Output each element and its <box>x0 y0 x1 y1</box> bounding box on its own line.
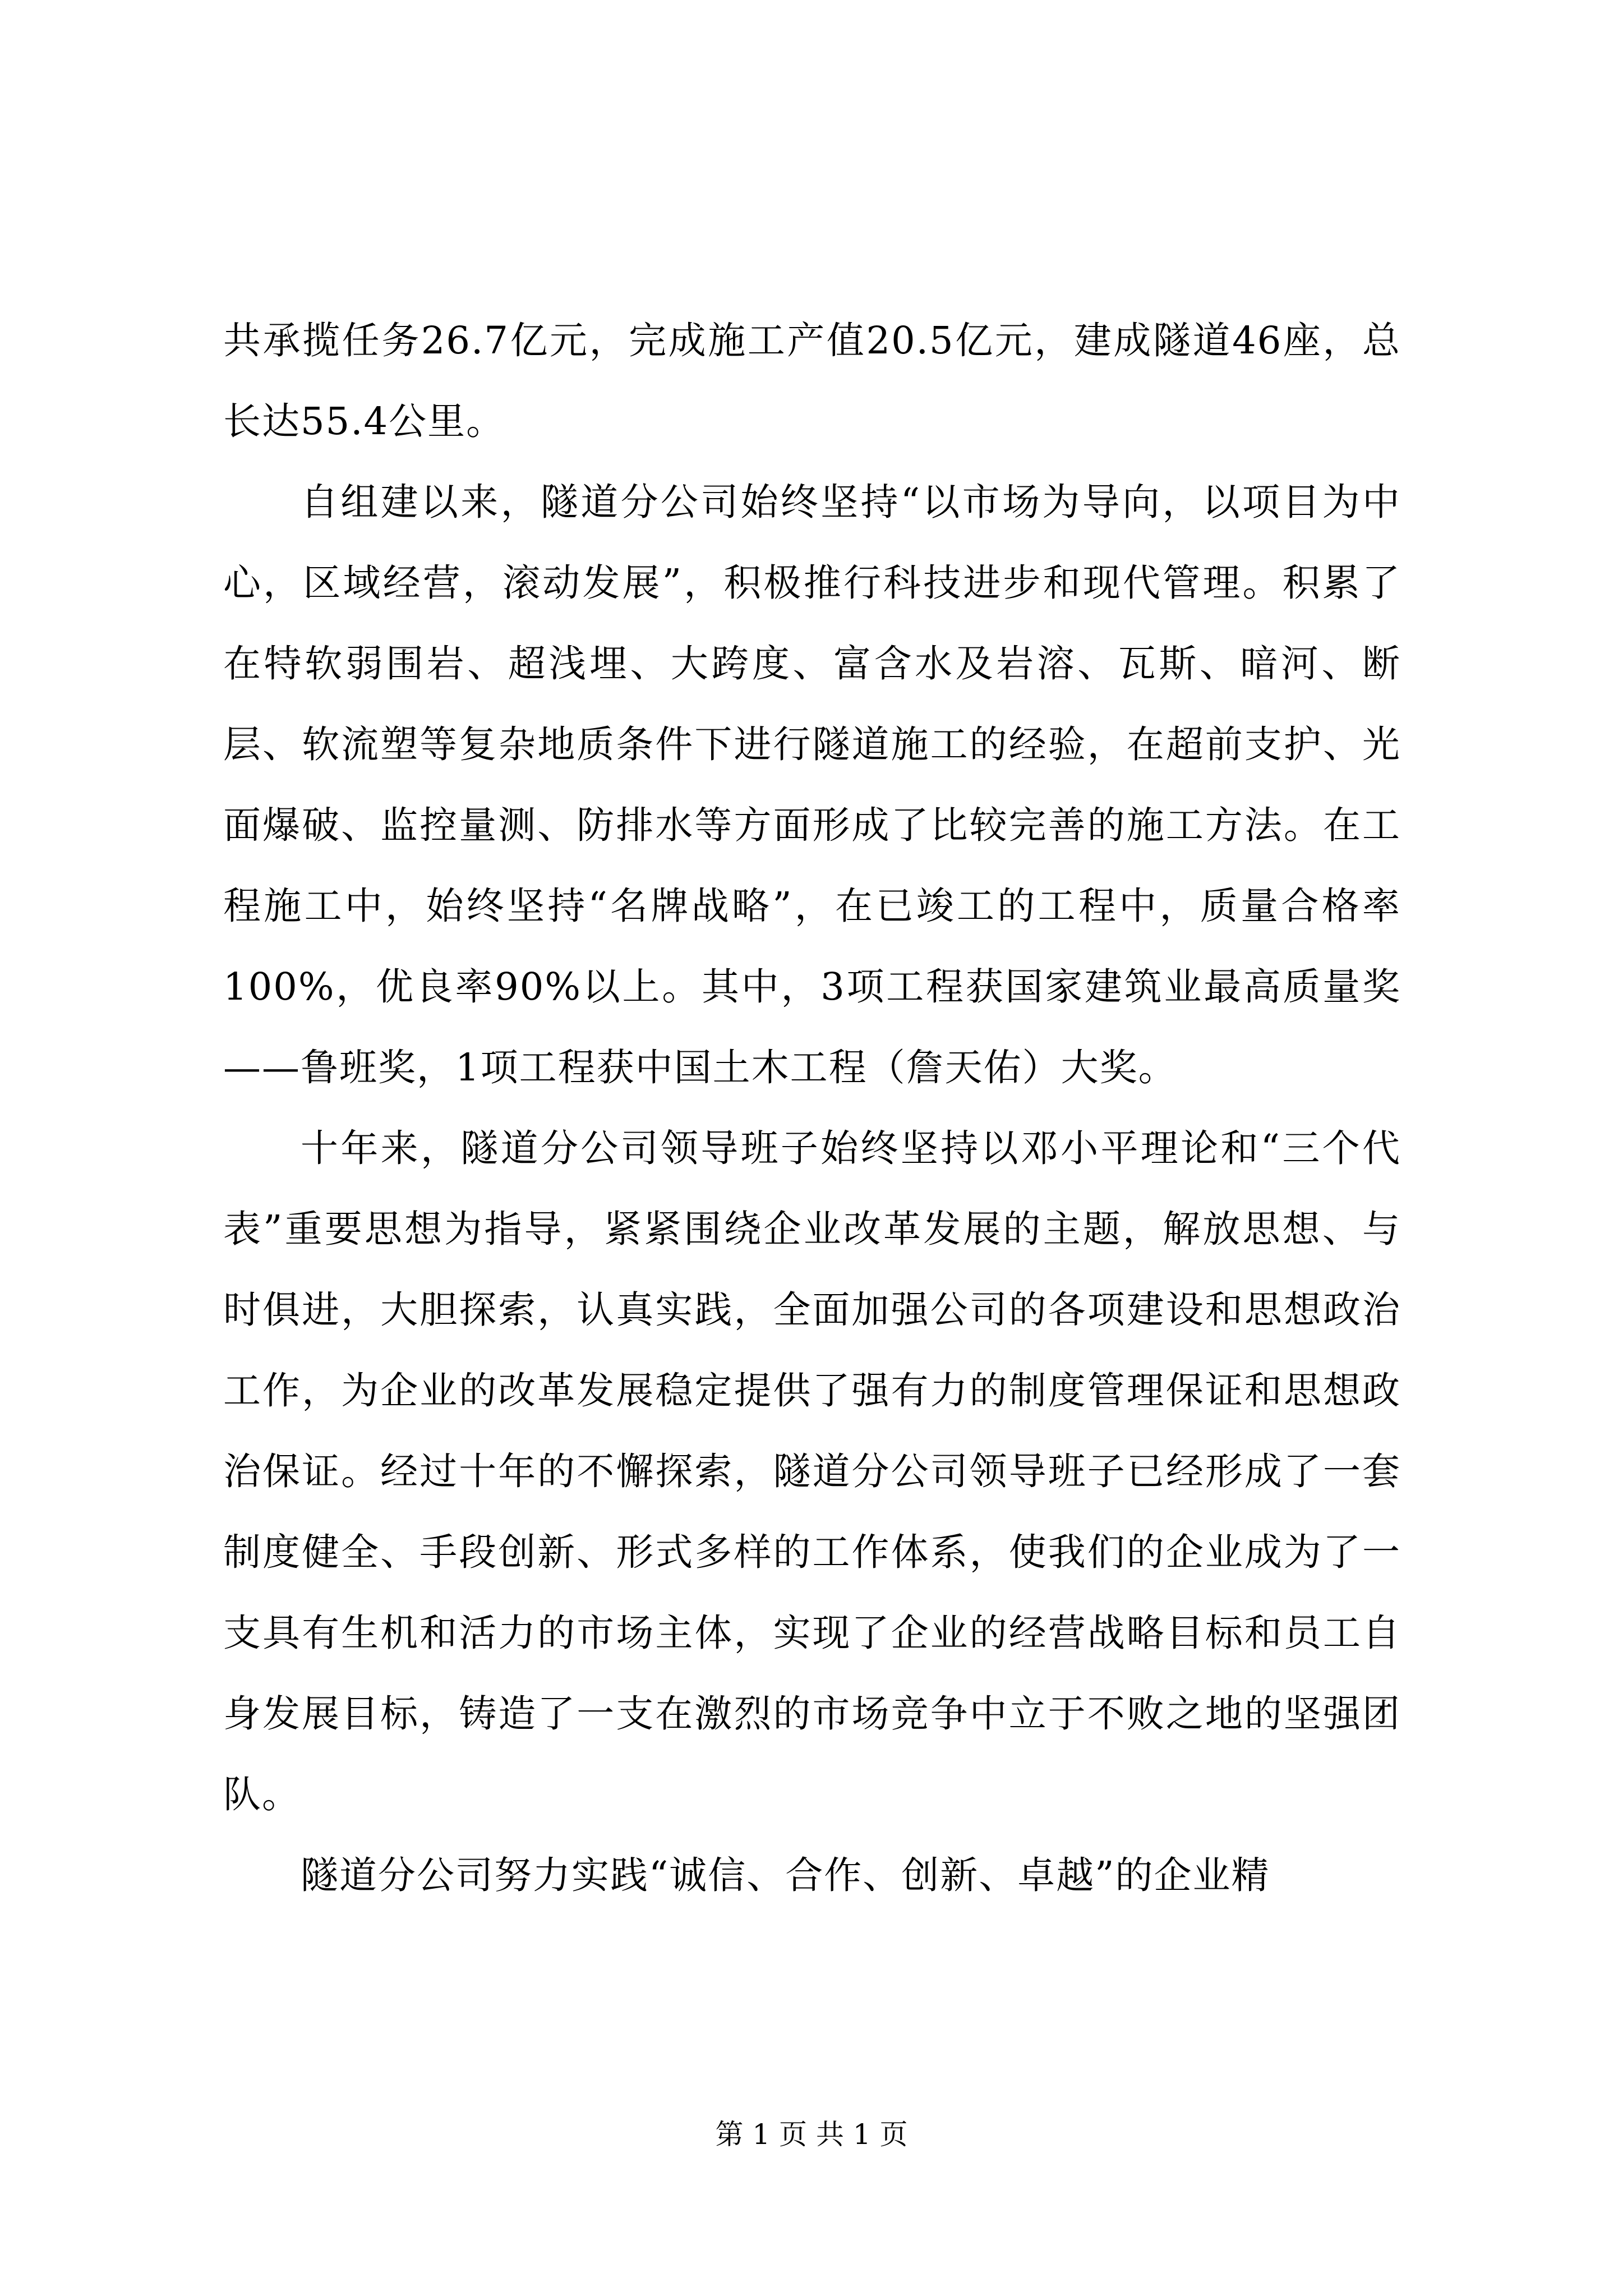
page-footer: 第 1 页 共 1 页 <box>715 2118 908 2151</box>
paragraph-1: 共承揽任务26.7亿元，完成施工产值20.5亿元，建成隧道46座，总长达55.4公里。 <box>223 319 1401 443</box>
paragraph-4: 隧道分公司努力实践“诚信、合作、创新、卓越”的企业精 <box>301 1853 1270 1897</box>
paragraph-3: 十年来，隧道分公司领导班子始终坚持以邓小平理论和“三个代表”重要思想为指导，紧紧围绕企业改革发展的主题，解放思想、与时俱进，大胆探索，认真实践，全面加强公司的各项建设和思想政治工作，为企业的改革发展稳定提供了强有力的制度管理保证和思想政治保证。经过十年的不懈探索，隧道分公司领导班子已经形成了一套制度健全、手段创新、形式多样的工作体系，使我们的企业成为了一支具有生机和活力的市场主体，实现了企业的经营战略目标和员工自身发展目标，铸造了一支在激烈的市场竞争中立于不败之地的坚强团队。 <box>223 1126 1401 1816</box>
document-body <box>223 300 1401 1916</box>
paragraph-2: 自组建以来，隧道分公司始终坚持“以市场为导向，以项目为中心，区域经营，滚动发展”，积极推行科技进步和现代管理。积累了在特软弱围岩、超浅埋、大跨度、富含水及岩溶、瓦斯、暗河、断层、软流塑等复杂地质条件下进行隧道施工的经验，在超前支护、光面爆破、监控量测、防排水等方面形成了比较完善的施工方法。在工程施工中，始终坚持“名牌战略”，在已竣工的工程中，质量合格率100%，优良率90%以上。其中，3项工程获国家建筑业最高质量奖——鲁班奖，1项工程获中国土木工程（詹天佑）大奖。 <box>223 480 1401 1089</box>
